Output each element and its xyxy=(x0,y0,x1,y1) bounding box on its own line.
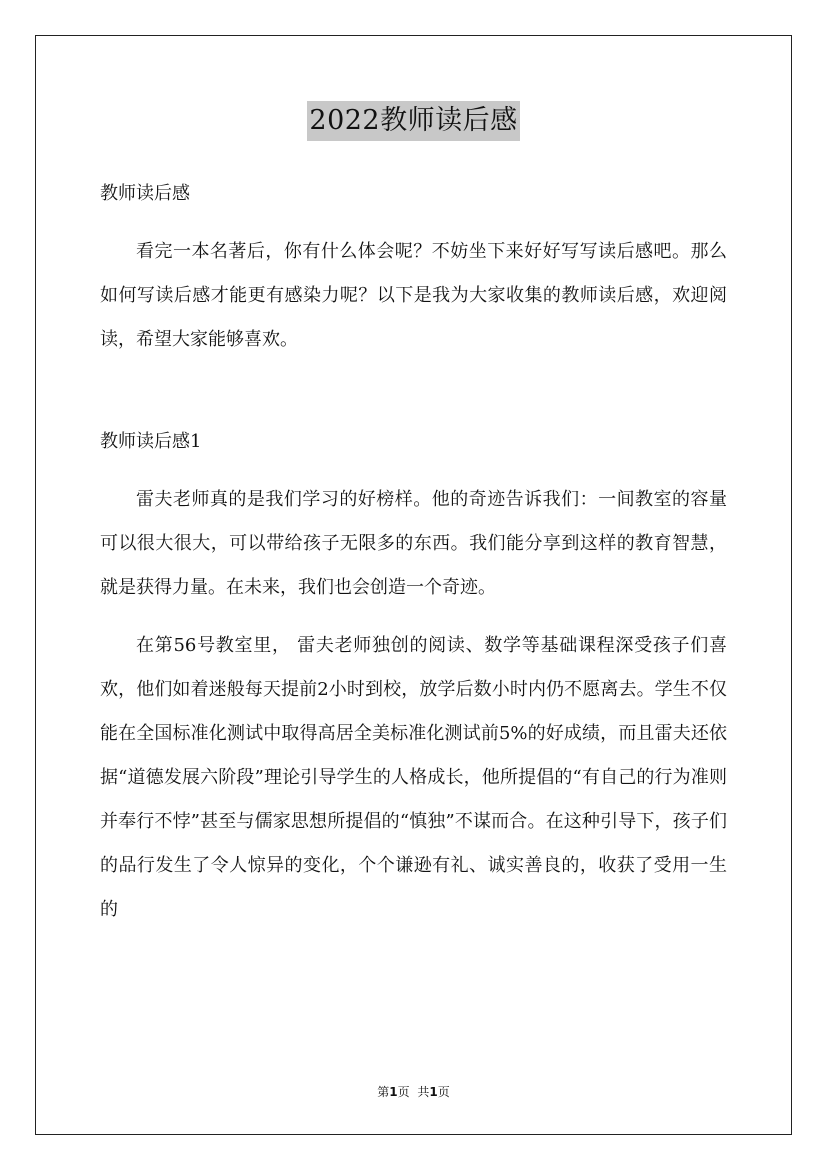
page-prefix: 第 xyxy=(377,1085,390,1099)
body-paragraph-1: 雷夫老师真的是我们学习的好榜样。他的奇迹告诉我们：一间教室的容量可以很大很大，可以带给孩子无限多的东西。我们能分享到这样的教育智慧，就是获得力量。在未来，我们也会创造一个奇迹。 xyxy=(100,489,727,598)
page-footer xyxy=(0,1083,827,1101)
section-heading: 教师读后感 xyxy=(100,183,190,204)
subheading-1: 教师读后感1 xyxy=(100,431,202,452)
total-pages: 1 xyxy=(429,1085,438,1099)
title-wrap xyxy=(0,101,827,141)
spacer xyxy=(100,362,727,420)
page-current: 1 xyxy=(389,1085,398,1099)
document-body xyxy=(100,172,727,932)
body-paragraph-2: 在第56号教室里， 雷夫老师独创的阅读、数学等基础课程深受孩子们喜欢，他们如着迷般每天提前2小时到校，放学后数小时内仍不愿离去。学生不仅能在全国标准化测试中取得高居全美标准化测试前5%的好成绩，而且雷夫还依据“道德发展六阶段”理论引导学生的人格成长，他所提倡的“有自己的行为准则并奉行不悖”甚至与儒家思想所提倡的“慎独”不谋而合。在这种引导下，孩子们的品行发生了令人惊异的变化，个个谦逊有礼、诚实善良的，收获了受用一生的 xyxy=(100,635,727,920)
intro-paragraph: 看完一本名著后，你有什么体会呢？不妨坐下来好好写写读后感吧。那么如何写读后感才能更有感染力呢？以下是我为大家收集的教师读后感，欢迎阅读，希望大家能够喜欢。 xyxy=(100,241,727,350)
document-title: 2022教师读后感 xyxy=(307,101,519,141)
total-label: 页 xyxy=(437,1085,450,1099)
total-prefix: 共 xyxy=(417,1085,430,1099)
page-label: 页 xyxy=(397,1085,410,1099)
